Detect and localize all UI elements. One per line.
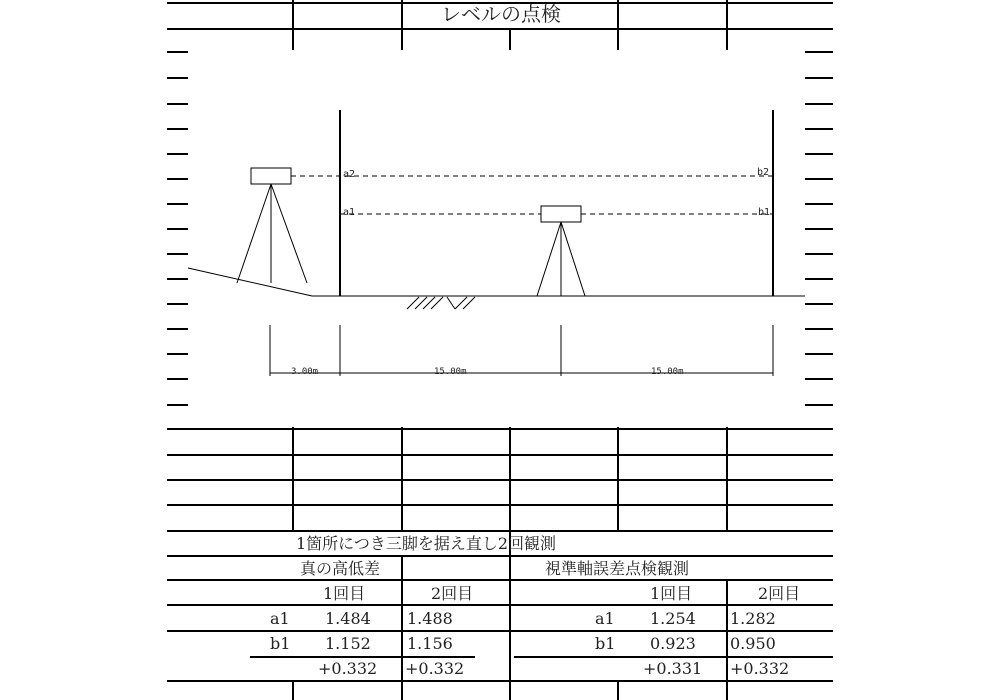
collimation-row-a1-label: a1 [595, 609, 615, 628]
right-tick-marks [805, 52, 833, 405]
true-diff-col2: 2回目 [431, 584, 474, 603]
leveling-diagram [188, 110, 805, 376]
label-b2: b2 [757, 167, 770, 178]
dimension-label-2: 15.00m [434, 367, 467, 377]
true-diff-row-b1-r1: 1.152 [325, 634, 371, 653]
slope-line [188, 268, 312, 296]
collimation-row-b1-label: b1 [595, 634, 616, 653]
collimation-row-a1-r2: 1.282 [730, 609, 776, 628]
label-b1: b1 [758, 207, 771, 218]
true-diff-col1: 1回目 [323, 584, 366, 603]
instruction-text: 1箇所につき三脚を据え直し2回観測 [296, 534, 557, 553]
true-diff-result-1: +0.332 [318, 659, 378, 678]
collimation-heading: 視準軸誤差点検観測 [545, 559, 690, 578]
dimension-label-3: 15.00m [651, 367, 684, 377]
true-diff-row-b1-label: b1 [270, 634, 291, 653]
true-diff-row-a1-r1: 1.484 [325, 609, 371, 628]
sheet-title: レベルの点検 [441, 2, 561, 26]
collimation-col2: 2回目 [758, 584, 801, 603]
true-diff-row-b1-r2: 1.156 [407, 634, 453, 653]
true-diff-row-a1-r2: 1.488 [407, 609, 453, 628]
left-tick-marks [167, 52, 188, 405]
level-instrument-left [251, 168, 291, 184]
level-instrument-center [541, 206, 581, 222]
ground-hatch [407, 297, 475, 309]
dimension-label-1: 3.00m [291, 367, 319, 377]
true-diff-result-2: +0.332 [405, 659, 465, 678]
label-a1: a1 [343, 207, 356, 218]
label-a2: a2 [343, 169, 356, 180]
collimation-row-b1-r2: 0.950 [730, 634, 776, 653]
collimation-row-a1-r1: 1.254 [650, 609, 696, 628]
collimation-result-2: +0.332 [730, 659, 790, 678]
true-diff-heading: 真の高低差 [300, 559, 381, 578]
collimation-col1: 1回目 [650, 584, 693, 603]
collimation-result-1: +0.331 [643, 659, 703, 678]
collimation-row-b1-r1: 0.923 [650, 634, 696, 653]
true-diff-row-a1-label: a1 [270, 609, 290, 628]
